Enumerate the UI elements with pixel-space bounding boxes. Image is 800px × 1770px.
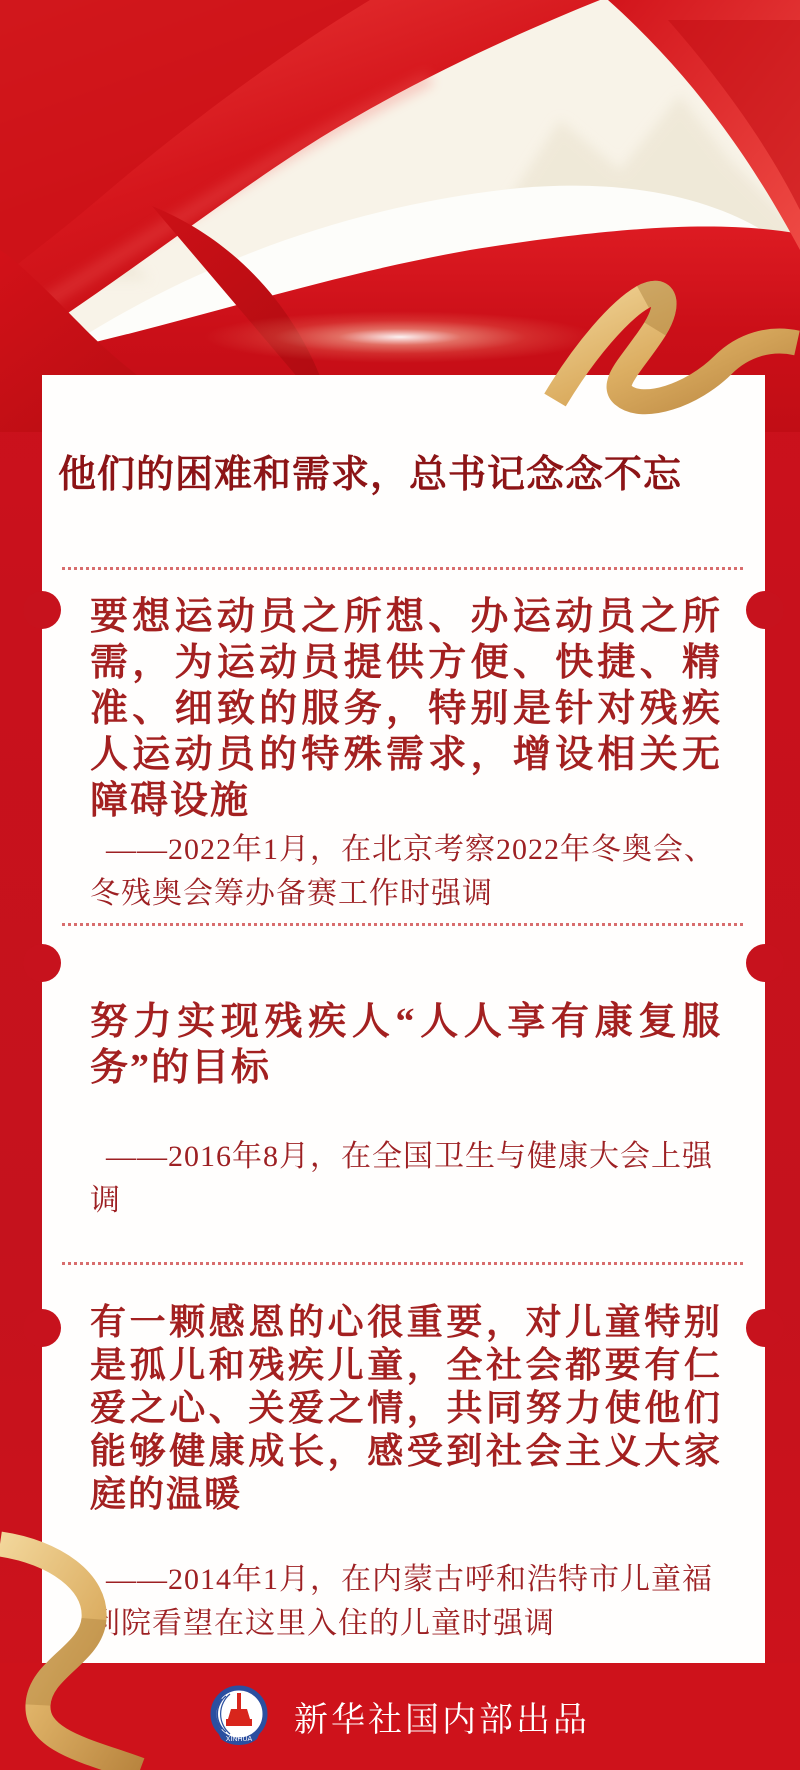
silk-banner-decoration [0,0,800,432]
notch-circle [23,944,61,982]
quote-source-1: ——2022年1月，在北京考察2022年冬奥会、冬残奥会筹办备赛工作时强调 [90,833,715,910]
quote-source-2: ——2016年8月，在全国卫生与健康大会上强调 [90,1140,713,1217]
footer [0,1663,800,1770]
dotted-divider [62,1262,743,1265]
publisher-text: 新华社国内部出品 [294,1701,590,1739]
quote-text-3: 有一颗感恩的心很重要，对儿童特别是孤儿和残疾儿童，全社会都要有仁爱之心、关爱之情，共同努力使他们能够健康成长，感受到社会主义大家庭的温暖 [90,1302,722,1514]
notch-circle [746,1309,784,1347]
notch-circle [746,591,784,629]
svg-text:XINHUA: XINHUA [225,1735,253,1743]
quote-text-1: 要想运动员之所想、办运动员之所需，为运动员提供方便、快捷、精准、细致的服务，特别是针对残疾人运动员的特殊需求，增设相关无障碍设施 [90,596,722,822]
xinhua-logo [210,1685,268,1749]
notch-circle [23,1309,61,1347]
notch-circle [746,944,784,982]
dotted-divider [62,923,743,926]
quote-card [42,375,765,1663]
notch-circle [23,591,61,629]
quote-text-2: 努力实现残疾人“人人享有康复服务”的目标 [90,1001,722,1089]
dotted-divider [62,567,743,570]
page-title: 他们的困难和需求，总书记念念不忘 [58,454,683,496]
quote-source-3: ——2014年1月，在内蒙古呼和浩特市儿童福利院看望在这里入住的儿童时强调 [90,1563,713,1640]
